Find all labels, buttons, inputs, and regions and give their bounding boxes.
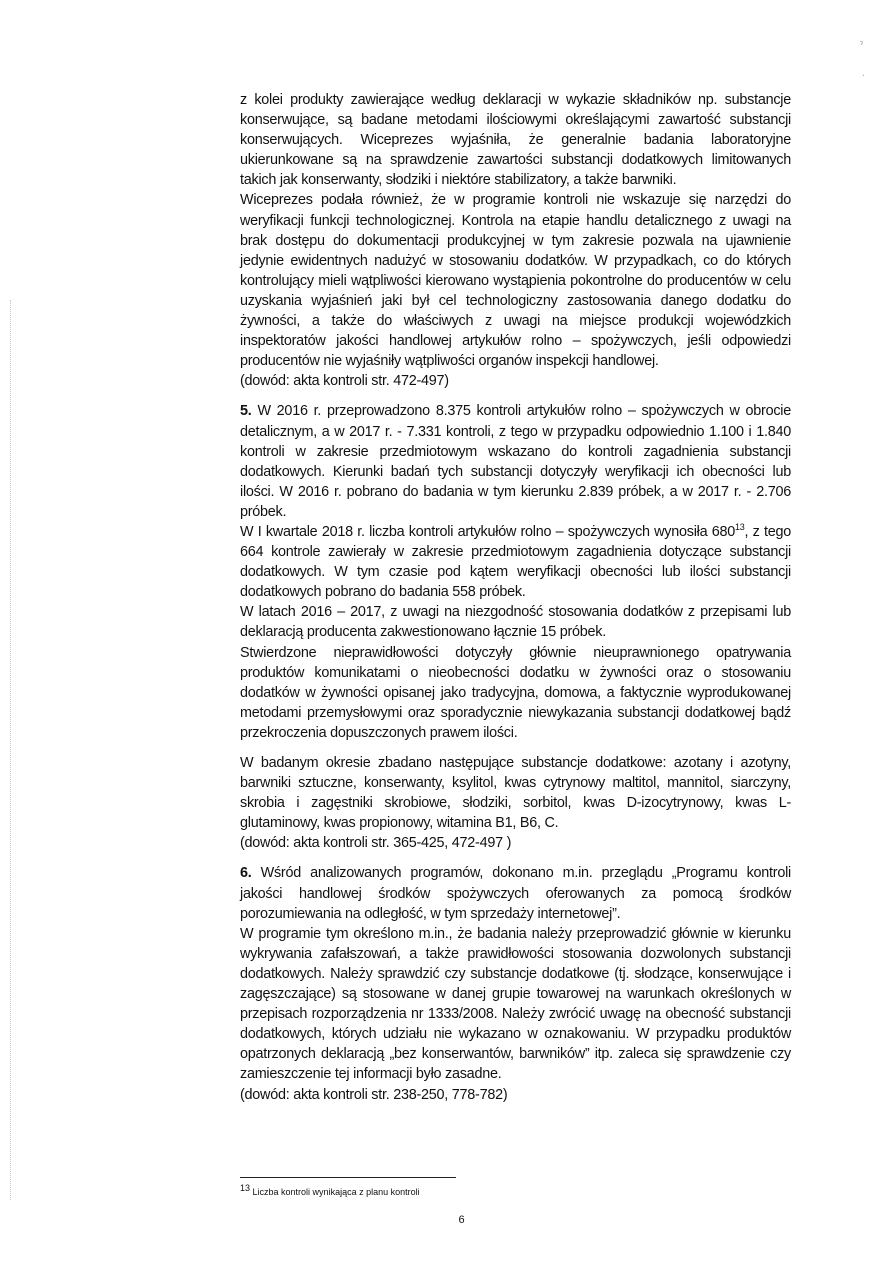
paragraph-q1-2018 <box>240 522 791 602</box>
footnote <box>240 1183 420 1198</box>
footnote-text: Liczba kontroli wynikająca z planu kontroli <box>252 1187 420 1197</box>
footnote-mark: 13 <box>240 1183 251 1193</box>
paragraph-substances-tested: W badanym okresie zbadano następujące substancje dodatkowe: azotany i azotyny, barwniki sztuczne, konserwanty, ksylitol, kwas cytrynowy maltitol, mannitol, siarczyny, skrobia i zagęstniki skrobiowe, słodziki, sorbitol, kwas D-izocytrynowy, kwas L-glutaminowy, kwas propionowy, witamina B1, B6, C. <box>240 755 791 832</box>
page-number: 6 <box>458 1214 465 1226</box>
section-number: 5. <box>240 403 252 420</box>
section-6-text: Wśród analizowanych programów, dokonano m.in. przeglądu „Programu kontroli jakości handlowej środków spożywczych oferowanych za pomocą środków porozumiewania na odległość, w tym sprzedaży internetowej”. <box>240 865 791 922</box>
evidence-citation: (dowód: akta kontroli str. 365-425, 472-497 ) <box>240 835 512 852</box>
scan-mark: ˋ <box>862 74 865 83</box>
section-5-paragraph <box>240 401 791 522</box>
paragraph-irregularities: Stwierdzone nieprawidłowości dotyczyły głównie nieuprawnionego opatrywania produktów komunikatami o nieobecności dodatku w żywności oraz o stosowaniu dodatków w żywności opisanej jako tradycyjna, domowa, a faktycznie wyprodukowanej metodami przemysłowymi oraz sporadycznie niewykazania substancji dodatkowej bądź przekroczenia dopuszczonych prawem ilości. <box>240 644 791 741</box>
footnote-separator <box>240 1177 456 1178</box>
section-5-text: W 2016 r. przeprowadzono 8.375 kontroli artykułów rolno – spożywczych w obrocie detalicznym, a w 2017 r. - 7.331 kontroli, z tego w przypadku odpowiednio 1.100 i 1.840 kontroli w zakresie przedmiotowym wskazano do kontroli zagadnienia substancji dodatkowych. Kierunki badań tych substancji dotyczyły weryfikacji ich obecności lub ilości. W 2016 r. pobrano do badania w tym kierunku 2.839 próbek, a w 2017 r. - 2.706 próbek. <box>240 403 791 520</box>
body-text <box>240 90 791 1105</box>
paragraph-text: , z tego 664 kontrole zawierały w zakresie przedmiotowym zagadnienia dotyczące substancji dodatkowych. W tym czasie pod kątem weryfikacji obecności lub ilości substancji dodatkowych pobrano do badania 558 próbek. <box>240 523 791 601</box>
paragraph-text: W I kwartale 2018 r. liczba kontroli artykułów rolno – spożywczych wynosiła 680 <box>240 523 735 540</box>
footnote-reference: 13 <box>735 522 745 533</box>
paragraph-vice-president-tools: Wiceprezes podała również, że w programie kontroli nie wskazuje się narzędzi do weryfikacji funkcji technologicznej. Kontrola na etapie handlu detalicznego z uwagi na brak dostępu do dokumentacji produkcyjnej w tym zakresie pozwala na ujawnienie jedynie ewidentnych nadużyć w stosowaniu dodatków. W przypadkach, co do których kontrolujący mieli wątpliwości kierowano wystąpienia pokontrolne do producentów w celu uzyskania wyjaśnień jaki był cel technologiczny zastosowania danego dodatku do żywności, a także do właściwych z uwagi na miejsce produkcji wojewódzkich inspektoratów jakości handlowej artykułów rolno – spożywczych, jeśli odpowiedzi producentów nie wyjaśniły wątpliwości organów inspekcji handlowej. <box>240 192 791 370</box>
section-number: 6. <box>240 865 252 882</box>
evidence-citation: (dowód: akta kontroli str. 472-497) <box>240 373 449 390</box>
paragraph-program-scope: W programie tym określono m.in., że badania należy przeprowadzić głównie w kierunku wykrywania zafałszowań, a także prawidłowości stosowania dozwolonych substancji dodatkowych. Należy sprawdzić czy substancje dodatkowe (tj. słodzące, konserwujące i zagęszczające) są stosowane w danej grupie towarowej na warunkach określonych w przepisach rozporządzenia nr 1333/2008. Należy zwrócić uwagę na obecność substancji dodatkowych, których udziału nie wykazano w oznakowaniu. W przypadku produktów opatrzonych deklaracją „bez konserwantów, barwników” itp. zaleca się sprawdzenie czy zamieszczenie tej informacji było zasadne. <box>240 925 791 1083</box>
paragraph-questioned-samples: W latach 2016 – 2017, z uwagi na niezgodność stosowania dodatków z przepisami lub deklaracją producenta zakwestionowano łącznie 15 próbek. <box>240 604 791 641</box>
evidence-citation: (dowód: akta kontroli str. 238-250, 778-782) <box>240 1086 508 1103</box>
paragraph-products-declaration: z kolei produkty zawierające według deklaracji w wykazie składników np. substancje konserwujące, są badane metodami ilościowymi określającymi zawartość substancji konserwujących. Wiceprezes wyjaśniła, że generalnie badania laboratoryjne ukierunkowane są na sprawdzenie zawartości substancji dodatkowych limitowanych takich jak konserwanty, słodziki i niektóre stabilizatory, a także barwniki. <box>240 92 791 189</box>
scan-mark: ˀ <box>860 40 863 49</box>
scan-margin-dots <box>10 300 12 1200</box>
section-6-paragraph <box>240 863 791 923</box>
